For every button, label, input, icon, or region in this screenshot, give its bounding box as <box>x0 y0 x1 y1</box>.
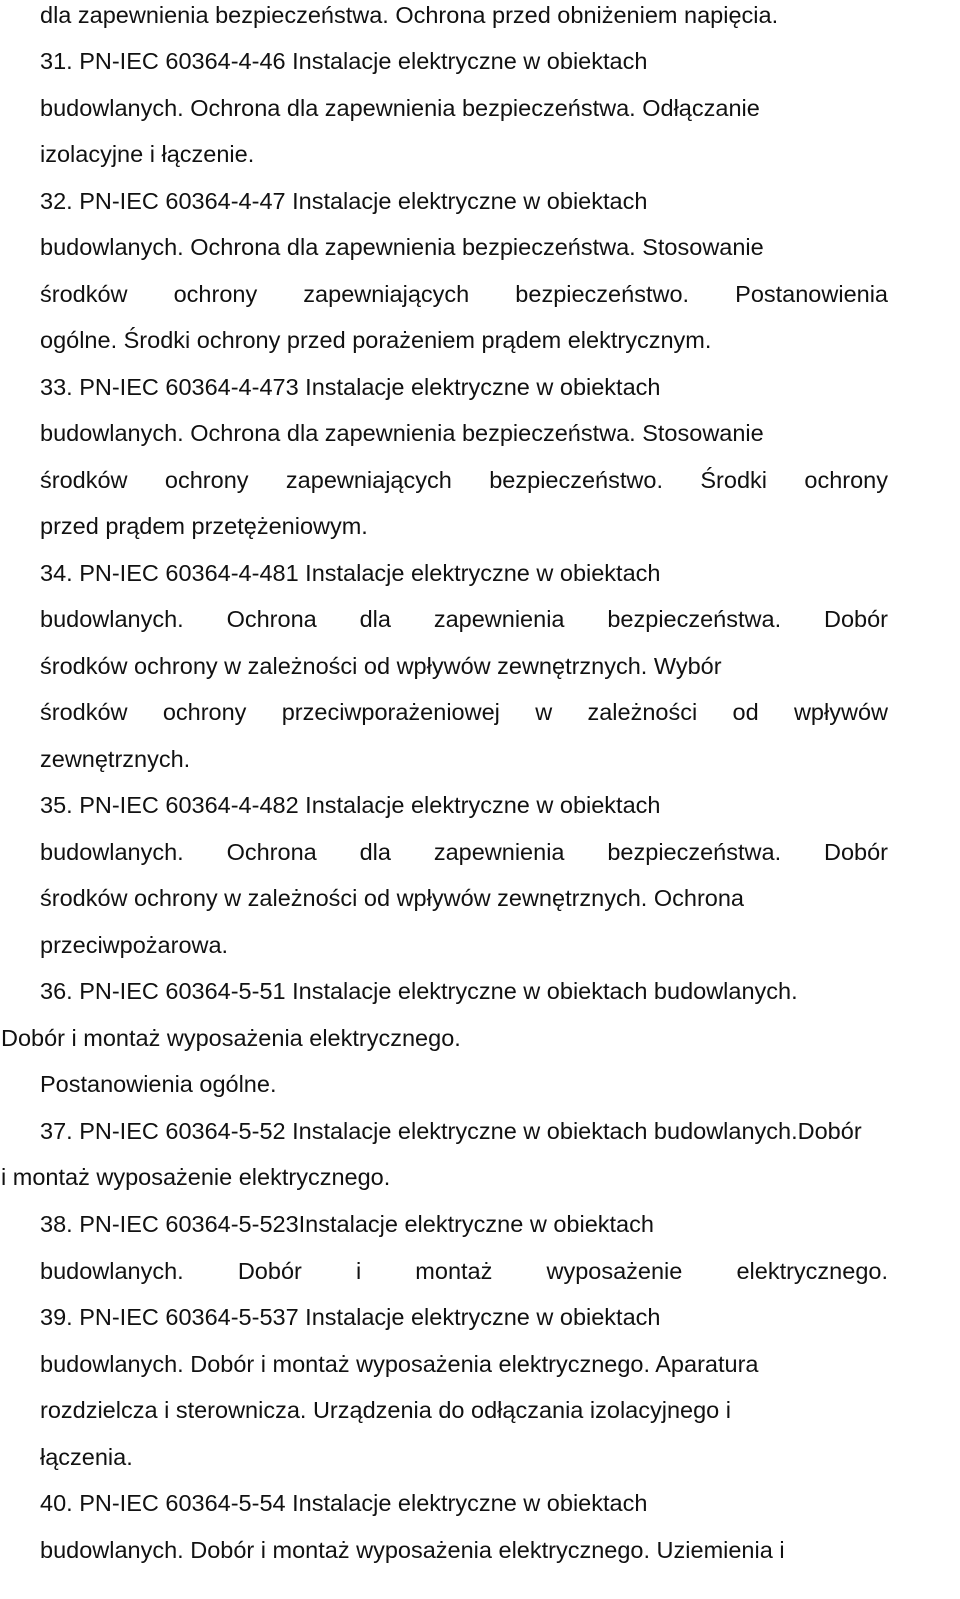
text-line: przed prądem przetężeniowym. <box>40 513 368 539</box>
list-item-40-title: 40. PN-IEC 60364-5-54 Instalacje elektryczne w obiektach <box>40 1490 648 1516</box>
text-line: i montaż wyposażenie elektrycznego. <box>1 1164 391 1190</box>
text-line: budowlanych. Ochrona dla zapewnienia bezpieczeństwa. Dobór <box>40 606 888 632</box>
text-line: środków ochrony zapewniających bezpieczeństwo. Środki ochrony <box>40 467 888 493</box>
text-line: budowlanych. Ochrona dla zapewnienia bezpieczeństwa. Dobór <box>40 839 888 865</box>
list-item-32-title: 32. PN-IEC 60364-4-47 Instalacje elektryczne w obiektach <box>40 188 648 214</box>
text-line: budowlanych. Ochrona dla zapewnienia bezpieczeństwa. Stosowanie <box>40 420 764 446</box>
text-line: przeciwpożarowa. <box>40 932 229 958</box>
text-line: rozdzielcza i sterownicza. Urządzenia do odłączania izolacyjnego i <box>40 1397 731 1423</box>
list-item-34-title: 34. PN-IEC 60364-4-481 Instalacje elektryczne w obiektach <box>40 560 661 586</box>
text-line: budowlanych. Dobór i montaż wyposażenia elektrycznego. Aparatura <box>40 1351 759 1377</box>
text-line: łączenia. <box>40 1444 133 1470</box>
text-line: budowlanych. Ochrona dla zapewnienia bezpieczeństwa. Odłączanie <box>40 95 760 121</box>
list-item-38-title: 38. PN-IEC 60364-5-523Instalacje elektryczne w obiektach <box>40 1211 654 1237</box>
list-item-31-title: 31. PN-IEC 60364-4-46 Instalacje elektryczne w obiektach <box>40 48 648 74</box>
list-item-35-title: 35. PN-IEC 60364-4-482 Instalacje elektryczne w obiektach <box>40 792 661 818</box>
list-item-37-title: 37. PN-IEC 60364-5-52 Instalacje elektryczne w obiektach budowlanych.Dobór <box>40 1118 862 1144</box>
text-line: zewnętrznych. <box>40 746 191 772</box>
text-line: ogólne. Środki ochrony przed porażeniem prądem elektrycznym. <box>40 327 712 353</box>
text-line: środków ochrony w zależności od wpływów zewnętrznych. Wybór <box>40 653 722 679</box>
text-line: Dobór i montaż wyposażenia elektrycznego. <box>1 1025 461 1051</box>
text-line: dla zapewnienia bezpieczeństwa. Ochrona przed obniżeniem napięcia. <box>40 2 779 28</box>
text-line: budowlanych. Dobór i montaż wyposażenie elektrycznego. <box>40 1258 888 1284</box>
text-line: środków ochrony zapewniających bezpieczeństwo. Postanowienia <box>40 281 888 307</box>
list-item-39-title: 39. PN-IEC 60364-5-537 Instalacje elektryczne w obiektach <box>40 1304 661 1330</box>
list-item-36-title: 36. PN-IEC 60364-5-51 Instalacje elektryczne w obiektach budowlanych. <box>40 978 798 1004</box>
text-line: Postanowienia ogólne. <box>40 1071 277 1097</box>
list-item-33-title: 33. PN-IEC 60364-4-473 Instalacje elektryczne w obiektach <box>40 374 661 400</box>
text-line: budowlanych. Dobór i montaż wyposażenia elektrycznego. Uziemienia i <box>40 1537 785 1563</box>
text-line: budowlanych. Ochrona dla zapewnienia bezpieczeństwa. Stosowanie <box>40 234 764 260</box>
text-line: środków ochrony przeciwporażeniowej w zależności od wpływów <box>40 699 888 725</box>
text-line: izolacyjne i łączenie. <box>40 141 255 167</box>
text-line: środków ochrony w zależności od wpływów zewnętrznych. Ochrona <box>40 885 745 911</box>
